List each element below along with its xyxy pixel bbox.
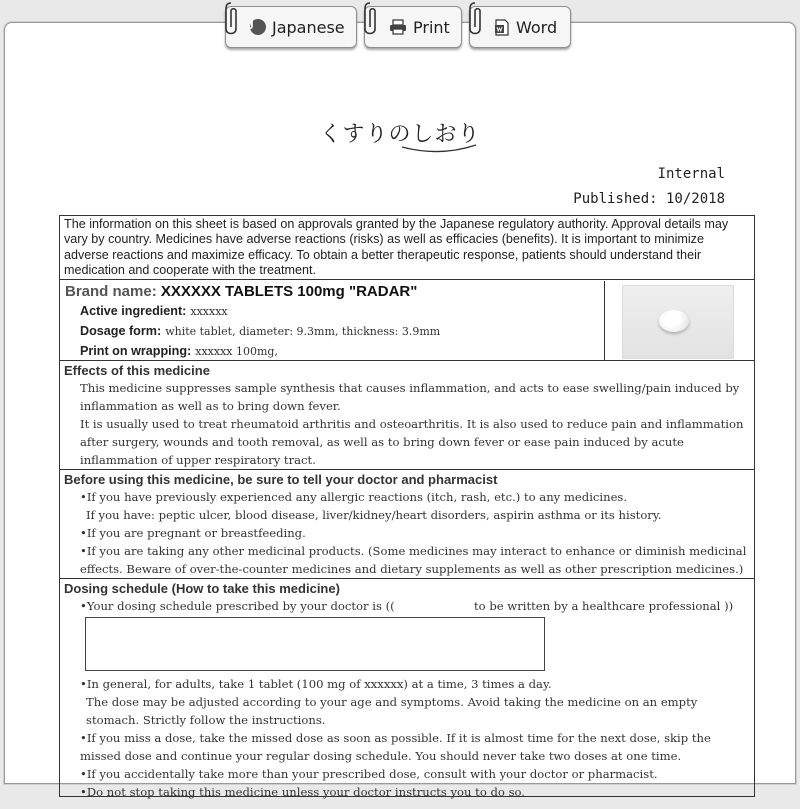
intro-text: The information on this sheet is based on approvals granted by the Japanese regulatory authority. Approval details may vary by country. Medicines have adverse reactions (risks) as well as efficacies (benefits). It is important to minimize adverse reactions and maximize efficacy. To obtain a better therapeutic response, patients should understand their medication and cooperate with the treatment.	[60, 216, 754, 280]
print-wrapping-row	[80, 343, 278, 358]
active-ingredient-value: xxxxxx	[190, 305, 228, 318]
dosing-section	[60, 579, 754, 809]
word-document-icon	[494, 19, 510, 36]
paperclip-icon	[361, 0, 379, 39]
dosing-bullet-4: •Do not stop taking this medicine unless your doctor instructs you to do so.	[80, 785, 525, 799]
print-button[interactable]	[364, 6, 462, 48]
dosage-form-row	[80, 323, 440, 338]
before-bullet-1: •If you have previously experienced any allergic reactions (itch, rash, etc.) to any medicines.	[80, 490, 628, 504]
word-label: Word	[516, 17, 558, 37]
japanese-icon: J	[250, 19, 266, 35]
effects-heading: Effects of this medicine	[64, 363, 210, 378]
active-ingredient-label: Active ingredient:	[80, 304, 187, 318]
before-bullet-3: •If you are taking any other medicinal products. (Some medicines may interact to enhance or diminish medicinal effects. Beware of over-the-counter medicines and dietary supplements as well as other prescription medicines.)	[80, 544, 747, 576]
dosing-bullet-1: •In general, for adults, take 1 tablet (100 mg of xxxxxx) at a time, 3 times a day.	[80, 677, 552, 691]
page-title: くすりのしおり	[319, 122, 481, 147]
dosing-prescribed-line: •Your dosing schedule prescribed by your doctor is ((	[80, 599, 395, 613]
brand-name-label: Brand name:	[65, 283, 157, 300]
before-bullet-1-detail: If you have: peptic ulcer, blood disease, liver/kidney/heart disorders, aspirin asthma or its history.	[86, 508, 662, 522]
effects-paragraph-1: This medicine suppresses sample synthesis that causes inflammation, and acts to ease swelling/pain induced by inflammation as well as to bring down fever.	[80, 381, 740, 413]
active-ingredient-row	[80, 303, 228, 318]
paperclip-icon	[466, 0, 484, 39]
print-wrapping-label: Print on wrapping:	[80, 344, 192, 358]
dosing-bullet-2: •If you miss a dose, take the missed dose as soon as possible. If it is almost time for the next dose, skip the missed dose and continue your regular dosing schedule. You should never take two doses at one time.	[80, 731, 711, 763]
before-bullet-2: •If you are pregnant or breastfeeding.	[80, 526, 306, 540]
brand-name-line	[65, 283, 417, 300]
document-sheet	[4, 22, 796, 799]
japanese-button[interactable]	[225, 6, 357, 48]
document-type: Internal	[657, 166, 725, 182]
dosage-form-label: Dosage form:	[80, 324, 162, 338]
effects-section	[60, 361, 754, 470]
word-button[interactable]	[469, 6, 571, 48]
dosing-bullet-1-detail: The dose may be adjusted according to your age and symptoms. Avoid taking the medicine on an empty stomach. Strictly follow the instructions.	[86, 695, 698, 727]
tablet-image	[659, 310, 689, 332]
printer-icon	[389, 19, 407, 35]
paperclip-icon	[222, 0, 240, 39]
published-date: Published: 10/2018	[573, 191, 725, 207]
brand-section	[60, 281, 754, 361]
info-frame	[59, 215, 755, 797]
brand-name-value: XXXXXX TABLETS 100mg "RADAR"	[160, 283, 418, 300]
japanese-label: Japanese	[272, 17, 345, 37]
effects-paragraph-2: It is usually used to treat rheumatoid arthritis and osteoarthritis. It is also used to reduce pain and inflammation after surgery, wounds and tooth removal, as well as to bring down fever or ease pain induced by acute inflammation of upper respiratory tract.	[80, 417, 744, 467]
dosing-heading: Dosing schedule (How to take this medicine)	[64, 581, 340, 596]
print-wrapping-value: xxxxxx 100mg,	[195, 345, 278, 358]
dosing-schedule-box[interactable]	[85, 617, 545, 671]
before-use-section	[60, 470, 754, 579]
title-underline	[400, 143, 480, 155]
tablet-photo	[622, 285, 734, 359]
print-label: Print	[413, 17, 450, 37]
before-use-heading: Before using this medicine, be sure to tell your doctor and pharmacist	[64, 472, 498, 487]
dosing-bullet-3: •If you accidentally take more than your prescribed dose, consult with your doctor or pharmacist.	[80, 767, 658, 781]
dosage-form-value: white tablet, diameter: 9.3mm, thickness: 3.9mm	[165, 325, 441, 338]
dosing-prescribed-note: to be written by a healthcare professional ))	[474, 599, 734, 613]
brand-details	[60, 281, 605, 360]
